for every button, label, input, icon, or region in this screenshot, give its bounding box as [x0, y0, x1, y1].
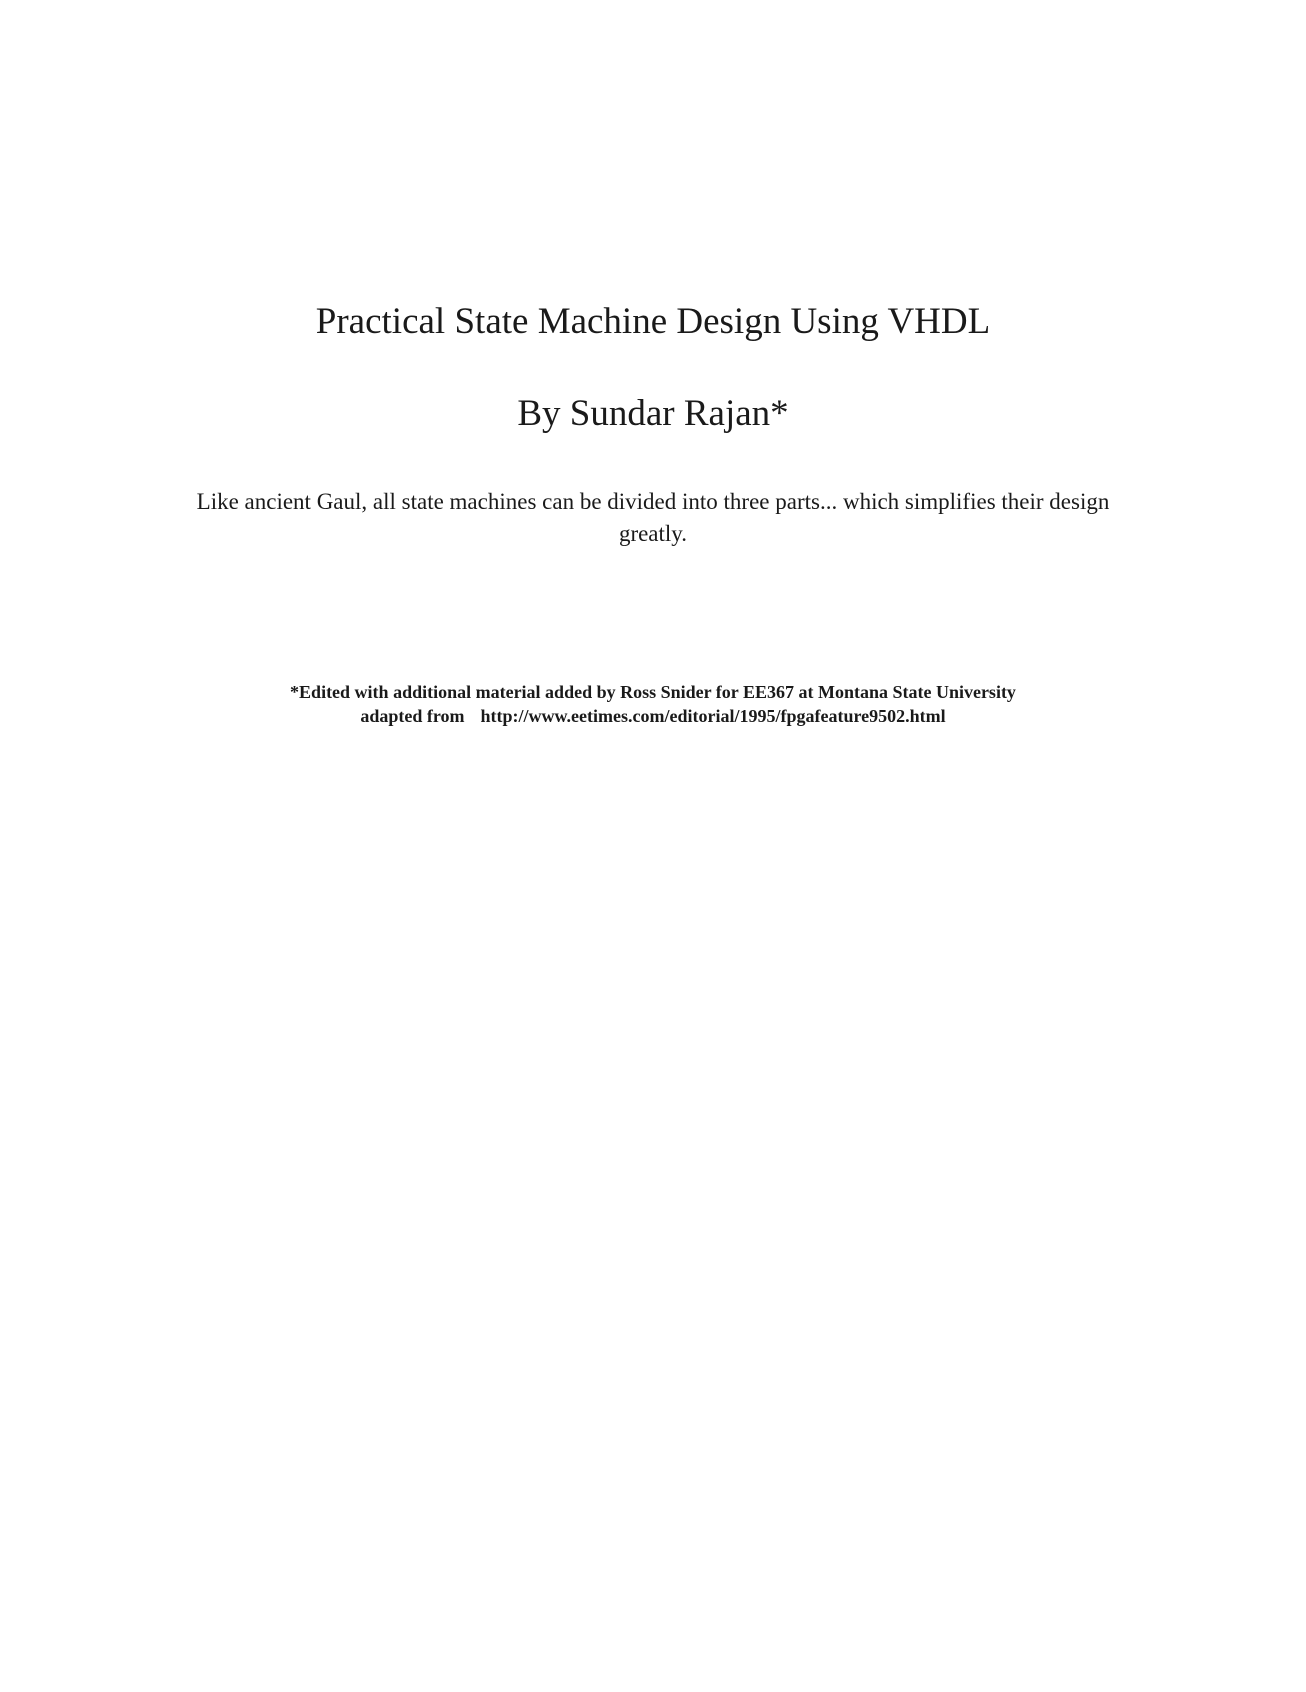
adapted-from-label: adapted from — [360, 706, 465, 726]
source-url: http://www.eetimes.com/editorial/1995/fpgafeature9502.html — [480, 706, 946, 726]
credits-note — [0, 680, 1306, 728]
credits-source-line — [0, 704, 1306, 728]
author-byline: By Sundar Rajan* — [517, 393, 789, 434]
credits-edited-line: *Edited with additional material added by Ross Snider for EE367 at Montana State University — [290, 682, 1016, 702]
tagline: Like ancient Gaul, all state machines can be divided into three parts... which simplifies their design greatly. — [196, 489, 1110, 546]
document-title: Practical State Machine Design Using VHDL — [315, 301, 991, 342]
